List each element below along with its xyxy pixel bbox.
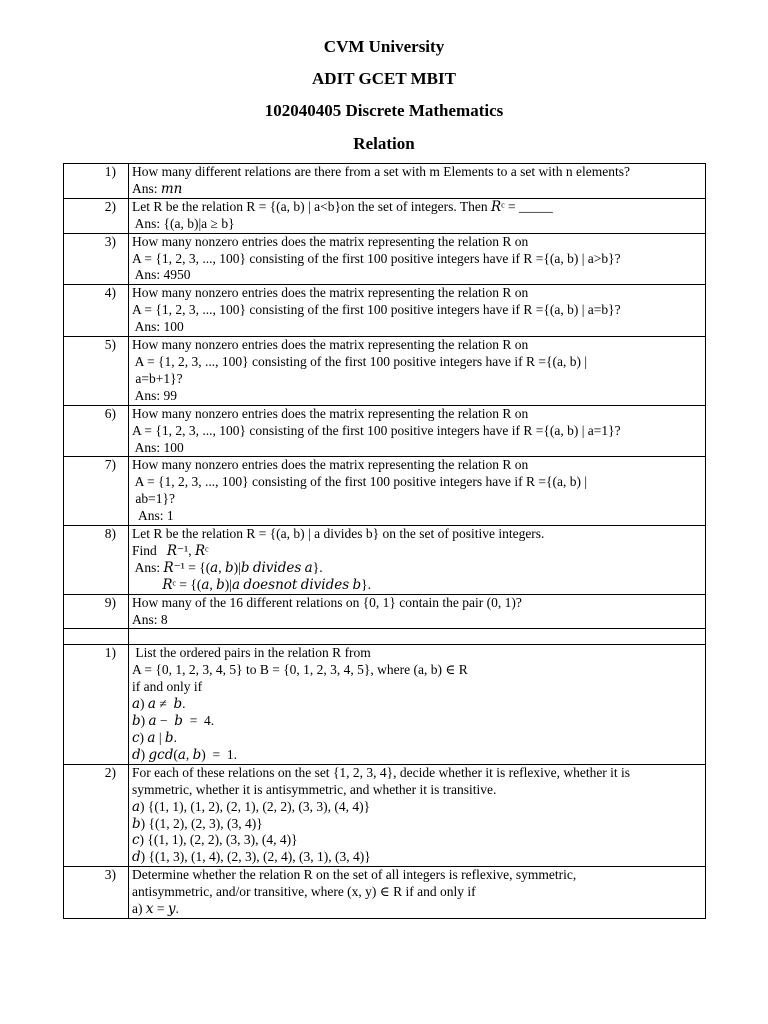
question-number: 3): [64, 867, 129, 919]
question-line: 𝑅ᶜ = {(𝑎, 𝑏)|𝑎 𝑑𝑜𝑒𝑠𝑛𝑜𝑡 𝑑𝑖𝑣𝑖𝑑𝑒𝑠 𝑏}.: [132, 576, 372, 592]
question-number: 2): [64, 764, 129, 866]
question-number: 2): [64, 198, 129, 233]
question-line: if and only if: [132, 679, 203, 695]
university-title: CVM University: [323, 37, 445, 56]
question-text: [129, 764, 706, 866]
question-text: [129, 645, 706, 764]
question-number: 4): [64, 285, 129, 337]
blank-cell: [64, 629, 129, 645]
question-line: 𝑐) {(1, 1), (2, 2), (3, 3), (4, 4)}: [132, 832, 298, 848]
question-line: A = {0, 1, 2, 3, 4, 5} to B = {0, 1, 2, 3, 4, 5}, where (a, b) ∈ R: [132, 662, 468, 678]
question-row: [64, 764, 706, 866]
question-line: How many nonzero entries does the matrix representing the relation R on: [132, 233, 529, 249]
question-line: Ans: 8: [132, 611, 168, 627]
question-number: 1): [64, 164, 129, 199]
question-text: [129, 233, 706, 285]
question-text: [129, 405, 706, 457]
question-line: a=b+1}?: [132, 370, 183, 386]
question-line: 𝑏) {(1, 2), (2, 3), (3, 4)}: [132, 815, 263, 831]
question-line: How many nonzero entries does the matrix representing the relation R on: [132, 337, 529, 353]
question-row: [64, 198, 706, 233]
question-row: [64, 405, 706, 457]
question-line: Let R be the relation R = {(a, b) | a divides b} on the set of positive integers.: [132, 526, 545, 542]
question-line: How many nonzero entries does the matrix representing the relation R on: [132, 285, 529, 301]
question-text: [129, 198, 706, 233]
question-line: a) 𝑥 = 𝑦.: [132, 901, 179, 917]
question-row: [64, 337, 706, 406]
course-title: 102040405 Discrete Mathematics: [264, 101, 504, 120]
question-number: 3): [64, 233, 129, 285]
question-line: 𝑑) {(1, 3), (1, 4), (2, 3), (2, 4), (3, 1), (3, 4)}: [132, 849, 371, 865]
question-number: 5): [64, 337, 129, 406]
question-number: 7): [64, 457, 129, 526]
question-line: Find 𝑅⁻¹, 𝑅ᶜ: [132, 542, 209, 558]
question-line: List the ordered pairs in the relation R from: [132, 645, 371, 661]
question-line: 𝑎) {(1, 1), (1, 2), (2, 1), (2, 2), (3, 3), (4, 4)}: [132, 798, 371, 814]
question-line: Ans: 1: [132, 508, 174, 524]
question-row: [64, 645, 706, 764]
question-line: 𝑎) 𝑎 ≠ 𝑏.: [132, 696, 186, 712]
question-line: Let R be the relation R = {(a, b) | a<b}on the set of integers. Then 𝑅ᶜ = _____: [132, 198, 553, 214]
question-line: Ans: 𝑅⁻¹ = {(𝑎, 𝑏)|𝑏 𝑑𝑖𝑣𝑖𝑑𝑒𝑠 𝑎}.: [132, 559, 323, 575]
question-text: [129, 867, 706, 919]
question-line: How many nonzero entries does the matrix representing the relation R on: [132, 457, 529, 473]
topic-title: Relation: [353, 134, 415, 153]
blank-cell: [129, 629, 706, 645]
question-line: How many of the 16 different relations on {0, 1} contain the pair (0, 1)?: [132, 594, 522, 610]
question-text: [129, 285, 706, 337]
question-line: Ans: 4950: [132, 267, 191, 283]
question-number: 8): [64, 526, 129, 595]
question-row: [64, 233, 706, 285]
question-number: 9): [64, 594, 129, 629]
question-text: [129, 164, 706, 199]
question-number: 6): [64, 405, 129, 457]
question-text: [129, 594, 706, 629]
question-line: ab=1}?: [132, 491, 175, 507]
question-line: Determine whether the relation R on the set of all integers is reflexive, symmetric,: [132, 867, 577, 883]
question-line: Ans: 100: [132, 319, 184, 335]
question-line: A = {1, 2, 3, ..., 100} consisting of the first 100 positive integers have if R ={(a, b) | a=1}?: [132, 422, 621, 438]
question-line: A = {1, 2, 3, ..., 100} consisting of the first 100 positive integers have if R ={(a, b) | a=b}?: [132, 302, 621, 318]
question-row: [64, 164, 706, 199]
question-line: Ans: 𝑚𝑛: [132, 180, 183, 196]
question-line: antisymmetric, and/or transitive, where (x, y) ∈ R if and only if: [132, 884, 476, 900]
question-text: [129, 337, 706, 406]
questions-table: [63, 163, 706, 919]
question-text: [129, 526, 706, 595]
question-line: How many nonzero entries does the matrix representing the relation R on: [132, 405, 529, 421]
question-text: [129, 457, 706, 526]
colleges-line: ADIT GCET MBIT: [312, 69, 456, 88]
question-line: A = {1, 2, 3, ..., 100} consisting of the first 100 positive integers have if R ={(a, b) | a>b}?: [132, 250, 621, 266]
question-row: [64, 457, 706, 526]
question-line: Ans: 99: [132, 387, 178, 403]
question-line: 𝑑) 𝑔𝑐𝑑(𝑎, 𝑏) = 1.: [132, 746, 238, 762]
question-line: Ans: {(a, b)|a ≥ b}: [132, 215, 235, 231]
question-line: A = {1, 2, 3, ..., 100} consisting of the first 100 positive integers have if R ={(a, b) |: [132, 474, 588, 490]
blank-separator-row: [64, 629, 706, 645]
question-line: Ans: 100: [132, 439, 184, 455]
question-number: 1): [64, 645, 129, 764]
question-line: A = {1, 2, 3, ..., 100} consisting of the first 100 positive integers have if R ={(a, b) |: [132, 353, 588, 369]
question-row: [64, 526, 706, 595]
question-line: symmetric, whether it is antisymmetric, and whether it is transitive.: [132, 781, 497, 797]
question-line: 𝑐) 𝑎 | 𝑏.: [132, 730, 177, 745]
question-line: How many different relations are there from a set with m Elements to a set with n elements?: [132, 164, 630, 179]
question-row: [64, 594, 706, 629]
question-line: 𝑏) 𝑎 − 𝑏 = 4.: [132, 713, 215, 729]
question-row: [64, 285, 706, 337]
question-line: For each of these relations on the set {1, 2, 3, 4}, decide whether it is reflexive, whether it is: [132, 764, 631, 780]
question-row: [64, 867, 706, 919]
